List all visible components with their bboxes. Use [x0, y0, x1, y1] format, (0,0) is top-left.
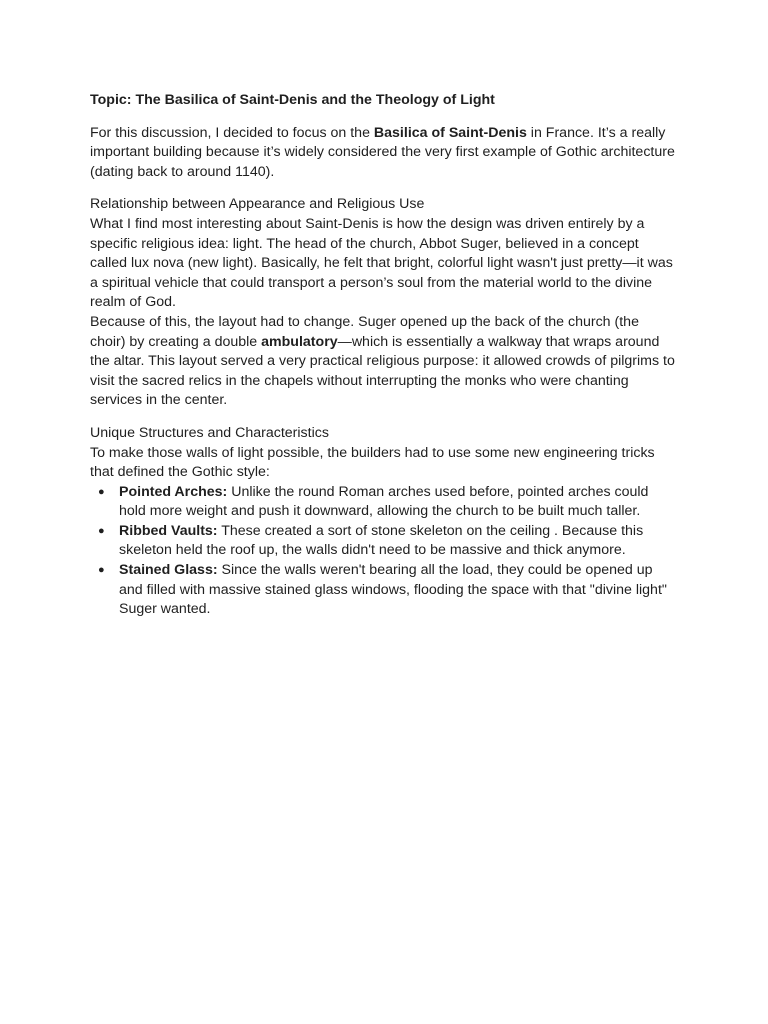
- section-heading-structures: Unique Structures and Characteristics: [90, 424, 329, 441]
- list-item-term: Stained Glass:: [119, 562, 218, 579]
- intro-bold-term: Basilica of Saint-Denis: [373, 124, 527, 141]
- section1-paragraph1: What I find most interesting about Saint-Denis is how the design was driven entirely by a specific religious idea: light. The head of the church, Abbot Suger, believed in a concept called lux nova (new light). Basically, he felt that bright, colorful light wasn't just pretty—it was a spiritual vehicle that could transport a person’s soul from the material world to the divine realm of God.: [90, 215, 673, 311]
- list-item-term: Pointed Arches:: [119, 483, 228, 500]
- list-item-text: Unlike the round Roman arches used before, pointed arches could hold more weight and push it downward, allowing the church to be built much taller.: [119, 483, 649, 520]
- section1-p2-after: —which is essentially a walkway that wraps around the altar. This layout served a very practical religious purpose: it allowed crowds of pilgrims to visit the sacred relics in the chapels without interrupting the monks who were chanting services in the center.: [90, 333, 675, 409]
- list-item: [90, 561, 678, 620]
- section-heading-appearance: Relationship between Appearance and Religious Use: [90, 196, 425, 213]
- list-item-text: These created a sort of stone skeleton on the ceiling . Because this skeleton held the roof up, the walls didn't need to be massive and thick anymore.: [119, 522, 644, 559]
- bullet-icon: ●: [98, 485, 105, 498]
- list-item: [90, 522, 678, 561]
- list-item-term: Ribbed Vaults:: [119, 522, 218, 539]
- document-title: Topic: The Basilica of Saint-Denis and the Theology of Light: [90, 92, 495, 108]
- section1-p2-before: Because of this, the layout had to change. Suger opened up the back of the church (the choir) by creating a double: [90, 313, 639, 350]
- section2-intro: To make those walls of light possible, the builders had to use some new engineering tricks that defined the Gothic style:: [90, 444, 655, 481]
- bullet-icon: ●: [98, 564, 105, 577]
- intro-paragraph: [90, 124, 678, 183]
- list-item-text: Since the walls weren't bearing all the load, they could be opened up and filled with massive stained glass windows, flooding the space with that "divine light" Suger wanted.: [119, 562, 667, 618]
- section1-paragraph2: [90, 313, 678, 411]
- bullet-icon: ●: [98, 524, 105, 537]
- list-item: [90, 483, 678, 522]
- intro-text-before: For this discussion, I decided to focus on the: [90, 124, 374, 141]
- ambulatory-term: ambulatory: [261, 333, 338, 350]
- intro-text-after: in France. It’s a really important building because it’s widely considered the very first example of Gothic architecture (dating back to around 1140).: [90, 124, 675, 180]
- structures-list: [90, 483, 678, 620]
